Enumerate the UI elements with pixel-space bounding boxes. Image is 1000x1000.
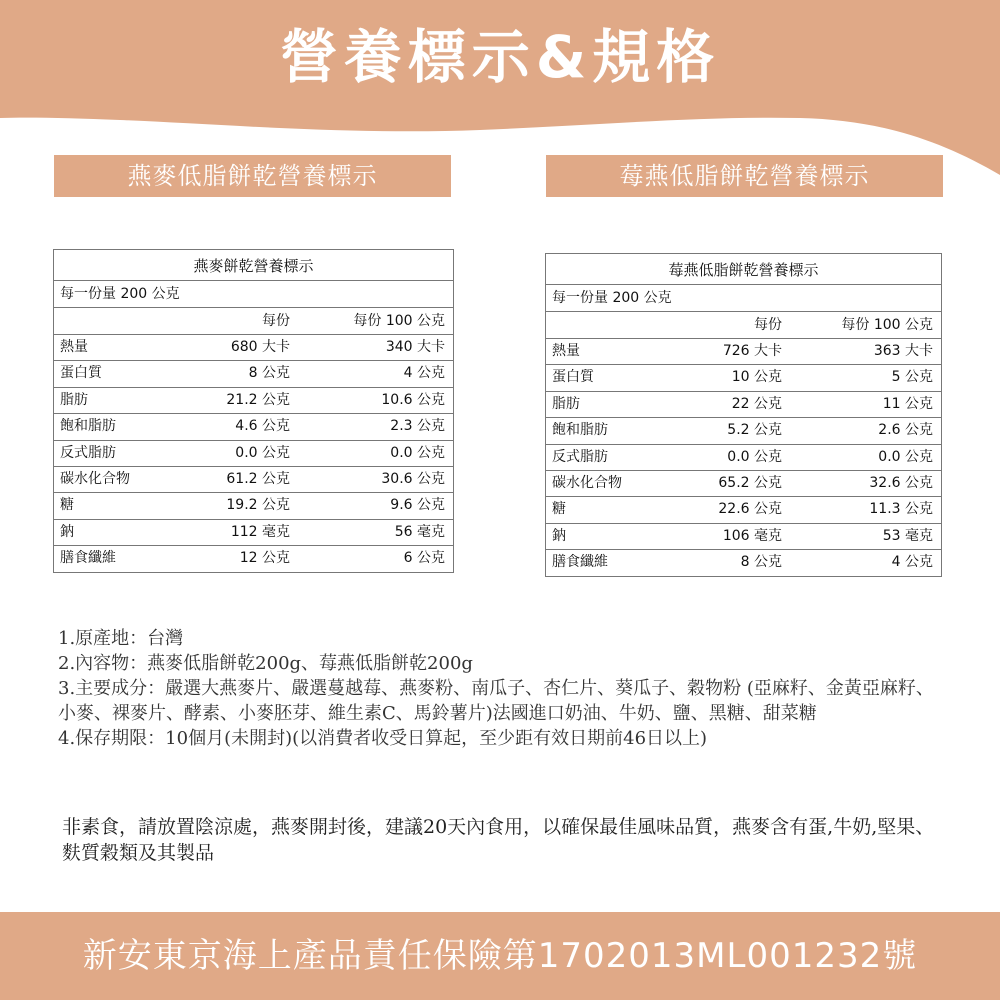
per-serving-value: 680 大卡: [230, 339, 290, 355]
per-serving-value: 65.2 公克: [718, 474, 782, 491]
info-origin: 1.原產地：台灣: [58, 628, 184, 649]
nutrient-name: 蛋白質: [60, 365, 102, 382]
nutrient-name: 膳食纖維: [552, 554, 608, 571]
per-100g-value: 0.0 公克: [878, 448, 933, 465]
per-100g-value: 30.6 公克: [381, 470, 445, 487]
nutrient-name: 飽和脂肪: [60, 418, 116, 435]
nutrient-name: 反式脂肪: [60, 444, 116, 461]
per-serving-value: 19.2 公克: [226, 497, 290, 514]
info-shelf-life: 4.保存期限：10個月(未開封)(以消費者收受日算起，至少距有效日期前46日以上): [58, 728, 708, 749]
table-row: [546, 418, 941, 444]
per-100g-value: 56 毫克: [394, 523, 445, 540]
nutrient-name: 糖: [60, 497, 74, 514]
table-row: [546, 339, 941, 365]
table-row: [54, 467, 453, 493]
header-spacer: [546, 312, 632, 338]
nutrition-table-berry: [545, 253, 942, 577]
table-row: [54, 361, 453, 387]
nutrient-name: 碳水化合物: [552, 474, 622, 491]
per-100g-value: 2.3 公克: [390, 418, 445, 435]
per-100g-value: 53 毫克: [882, 527, 933, 544]
nutrient-name: 熱量: [552, 343, 580, 359]
nutrient-name: 反式脂肪: [552, 448, 608, 465]
nutrient-name: 脂肪: [60, 391, 88, 408]
per-serving-value: 5.2 公克: [727, 422, 782, 439]
per-100g-value: 11.3 公克: [869, 501, 933, 518]
per-100g-value: 2.6 公克: [878, 422, 933, 439]
header-per-serving: 每份: [754, 317, 782, 333]
per-100g-value: 9.6 公克: [390, 497, 445, 514]
per-serving-value: 22.6 公克: [718, 501, 782, 518]
table-row: [546, 524, 941, 550]
per-100g-value: 6 公克: [403, 550, 445, 567]
table-row: [546, 550, 941, 575]
table-row: [546, 497, 941, 523]
per-serving-value: 22 公克: [731, 395, 782, 412]
per-serving-value: 61.2 公克: [226, 470, 290, 487]
header-per-100g: 每份 100 公克: [841, 317, 933, 333]
per-serving-value: 8 公克: [740, 554, 782, 571]
table-row: [546, 445, 941, 471]
nutrient-name: 鈉: [60, 523, 74, 540]
section-header-berry: 莓燕低脂餅乾營養標示: [546, 155, 943, 197]
per-serving-value: 726 大卡: [722, 343, 782, 359]
per-100g-value: 340 大卡: [385, 339, 445, 355]
nutrient-name: 熱量: [60, 339, 88, 355]
per-serving-value: 112 毫克: [230, 523, 290, 540]
header-per-serving: 每份: [262, 313, 290, 329]
per-100g-value: 11 公克: [882, 395, 933, 412]
table-row: [54, 546, 453, 571]
table-row: [54, 414, 453, 440]
nutrient-name: 糖: [552, 501, 566, 518]
per-100g-value: 32.6 公克: [869, 474, 933, 491]
storage-note: 非素食，請放置陰涼處，燕麥開封後，建議20天內食用，以確保最佳風味品質，燕麥含有蛋,牛奶,堅果、麩質穀類及其製品: [62, 816, 935, 864]
nutrient-name: 碳水化合物: [60, 470, 130, 487]
table-row: [546, 392, 941, 418]
table-body: [54, 335, 453, 572]
header-spacer: [54, 308, 140, 334]
table-row: [54, 335, 453, 361]
serving-size: 每一份量 200 公克: [54, 281, 453, 308]
nutrient-name: 蛋白質: [552, 369, 594, 386]
info-ingredients: 3.主要成分：嚴選大燕麥片、嚴選蔓越莓、燕麥粉、南瓜子、杏仁片、葵瓜子、穀物粉 (亞麻籽、金黃亞麻籽、小麥、裸麥片、酵素、小麥胚芽、維生素C、馬鈴薯片)法國進口奶油、牛奶、鹽、黑糖、甜菜糖: [58, 678, 934, 724]
info-contents: 2.內容物：燕麥低脂餅乾200g、莓燕低脂餅乾200g: [58, 653, 473, 674]
table-header-row: [546, 312, 941, 339]
per-100g-value: 5 公克: [891, 369, 933, 386]
nutrient-name: 脂肪: [552, 395, 580, 412]
serving-size: 每一份量 200 公克: [546, 285, 941, 312]
per-100g-value: 4 公克: [403, 365, 445, 382]
per-serving-value: 4.6 公克: [235, 418, 290, 435]
section-header-oat: 燕麥低脂餅乾營養標示: [54, 155, 451, 197]
nutrient-name: 飽和脂肪: [552, 422, 608, 439]
header-per-100g: 每份 100 公克: [353, 313, 445, 329]
product-info: [58, 626, 948, 751]
table-row: [546, 471, 941, 497]
table-header-row: [54, 308, 453, 335]
table-body: [546, 339, 941, 576]
per-serving-value: 106 毫克: [722, 527, 782, 544]
table-row: [54, 441, 453, 467]
per-100g-value: 0.0 公克: [390, 444, 445, 461]
nutrition-table-oat: [53, 249, 454, 573]
per-serving-value: 12 公克: [239, 550, 290, 567]
per-100g-value: 4 公克: [891, 554, 933, 571]
table-row: [54, 493, 453, 519]
table-title: 莓燕低脂餅乾營養標示: [546, 254, 941, 285]
table-row: [54, 388, 453, 414]
per-100g-value: 10.6 公克: [381, 391, 445, 408]
page-title: 營養標示&規格: [279, 23, 721, 91]
per-serving-value: 10 公克: [731, 369, 782, 386]
nutrient-name: 鈉: [552, 527, 566, 544]
nutrient-name: 膳食纖維: [60, 550, 116, 567]
per-serving-value: 8 公克: [248, 365, 290, 382]
per-serving-value: 0.0 公克: [235, 444, 290, 461]
per-100g-value: 363 大卡: [873, 343, 933, 359]
insurance-footer: 新安東京海上產品責任保險第1702013ML001232號: [0, 912, 1000, 1000]
table-title: 燕麥餅乾營養標示: [54, 250, 453, 281]
per-serving-value: 0.0 公克: [727, 448, 782, 465]
table-row: [54, 520, 453, 546]
per-serving-value: 21.2 公克: [226, 391, 290, 408]
table-row: [546, 365, 941, 391]
